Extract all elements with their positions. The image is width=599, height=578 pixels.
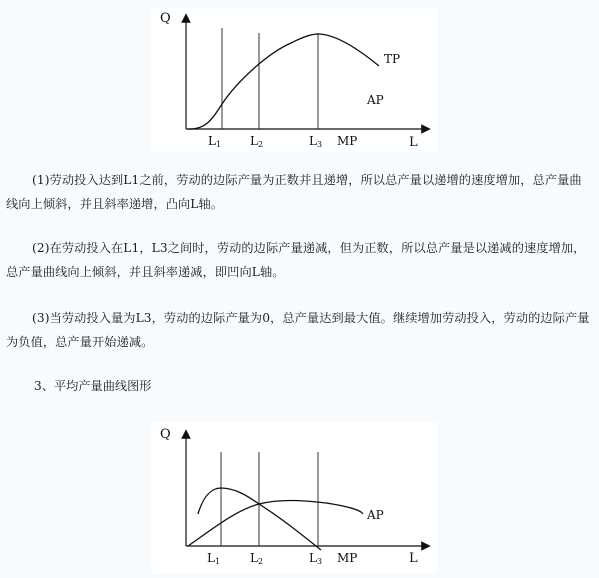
x-axis-label: L (409, 135, 418, 150)
ap-curve (188, 501, 363, 547)
ap-curve-label: AP (367, 93, 384, 107)
tp-curve-label: TP (384, 52, 401, 66)
mp-curve-label: MP (337, 134, 358, 148)
tick-label-l2: L2 (250, 551, 264, 566)
tick-label-l1: L1 (207, 551, 221, 566)
x-axis-label: L (409, 551, 418, 566)
tp-curve (188, 34, 379, 129)
total-product-chart (151, 8, 437, 152)
section-heading: 3、平均产量曲线图形 (34, 379, 152, 393)
tick-label-l1: L1 (208, 134, 222, 149)
y-axis-label: Q (160, 427, 171, 442)
paragraph-before-l1: (1)劳动投入达到L1之前，劳动的边际产量为正数并且递增，所以总产量以递增的速度增加，总产量曲线向上倾斜，并且斜率递增，凸向L轴。 (6, 173, 582, 211)
tick-label-l3: L3 (309, 134, 323, 149)
tick-label-l3: L3 (309, 551, 323, 566)
y-axis-label: Q (160, 11, 171, 26)
mp-curve-label: MP (337, 551, 358, 565)
tick-label-l2: L2 (250, 134, 264, 149)
average-product-chart (151, 422, 437, 574)
total-product-figure (151, 8, 437, 152)
paragraph-at-l3: (3)当劳动投入量为L3，劳动的边际产量为0，总产量达到最大值。继续增加劳动投入，劳动的边际产量为负值，总产量开始递减。 (6, 311, 590, 349)
paragraph-between-l1-l3: (2)在劳动投入在L1，L3之间时，劳动的边际产量递减，但为正数，所以总产量是以递减的速度增加，总产量曲线向上倾斜，并且斜率递减，即凹向L轴。 (6, 241, 586, 279)
average-product-figure (151, 422, 437, 574)
ap-curve-label: AP (367, 508, 384, 522)
